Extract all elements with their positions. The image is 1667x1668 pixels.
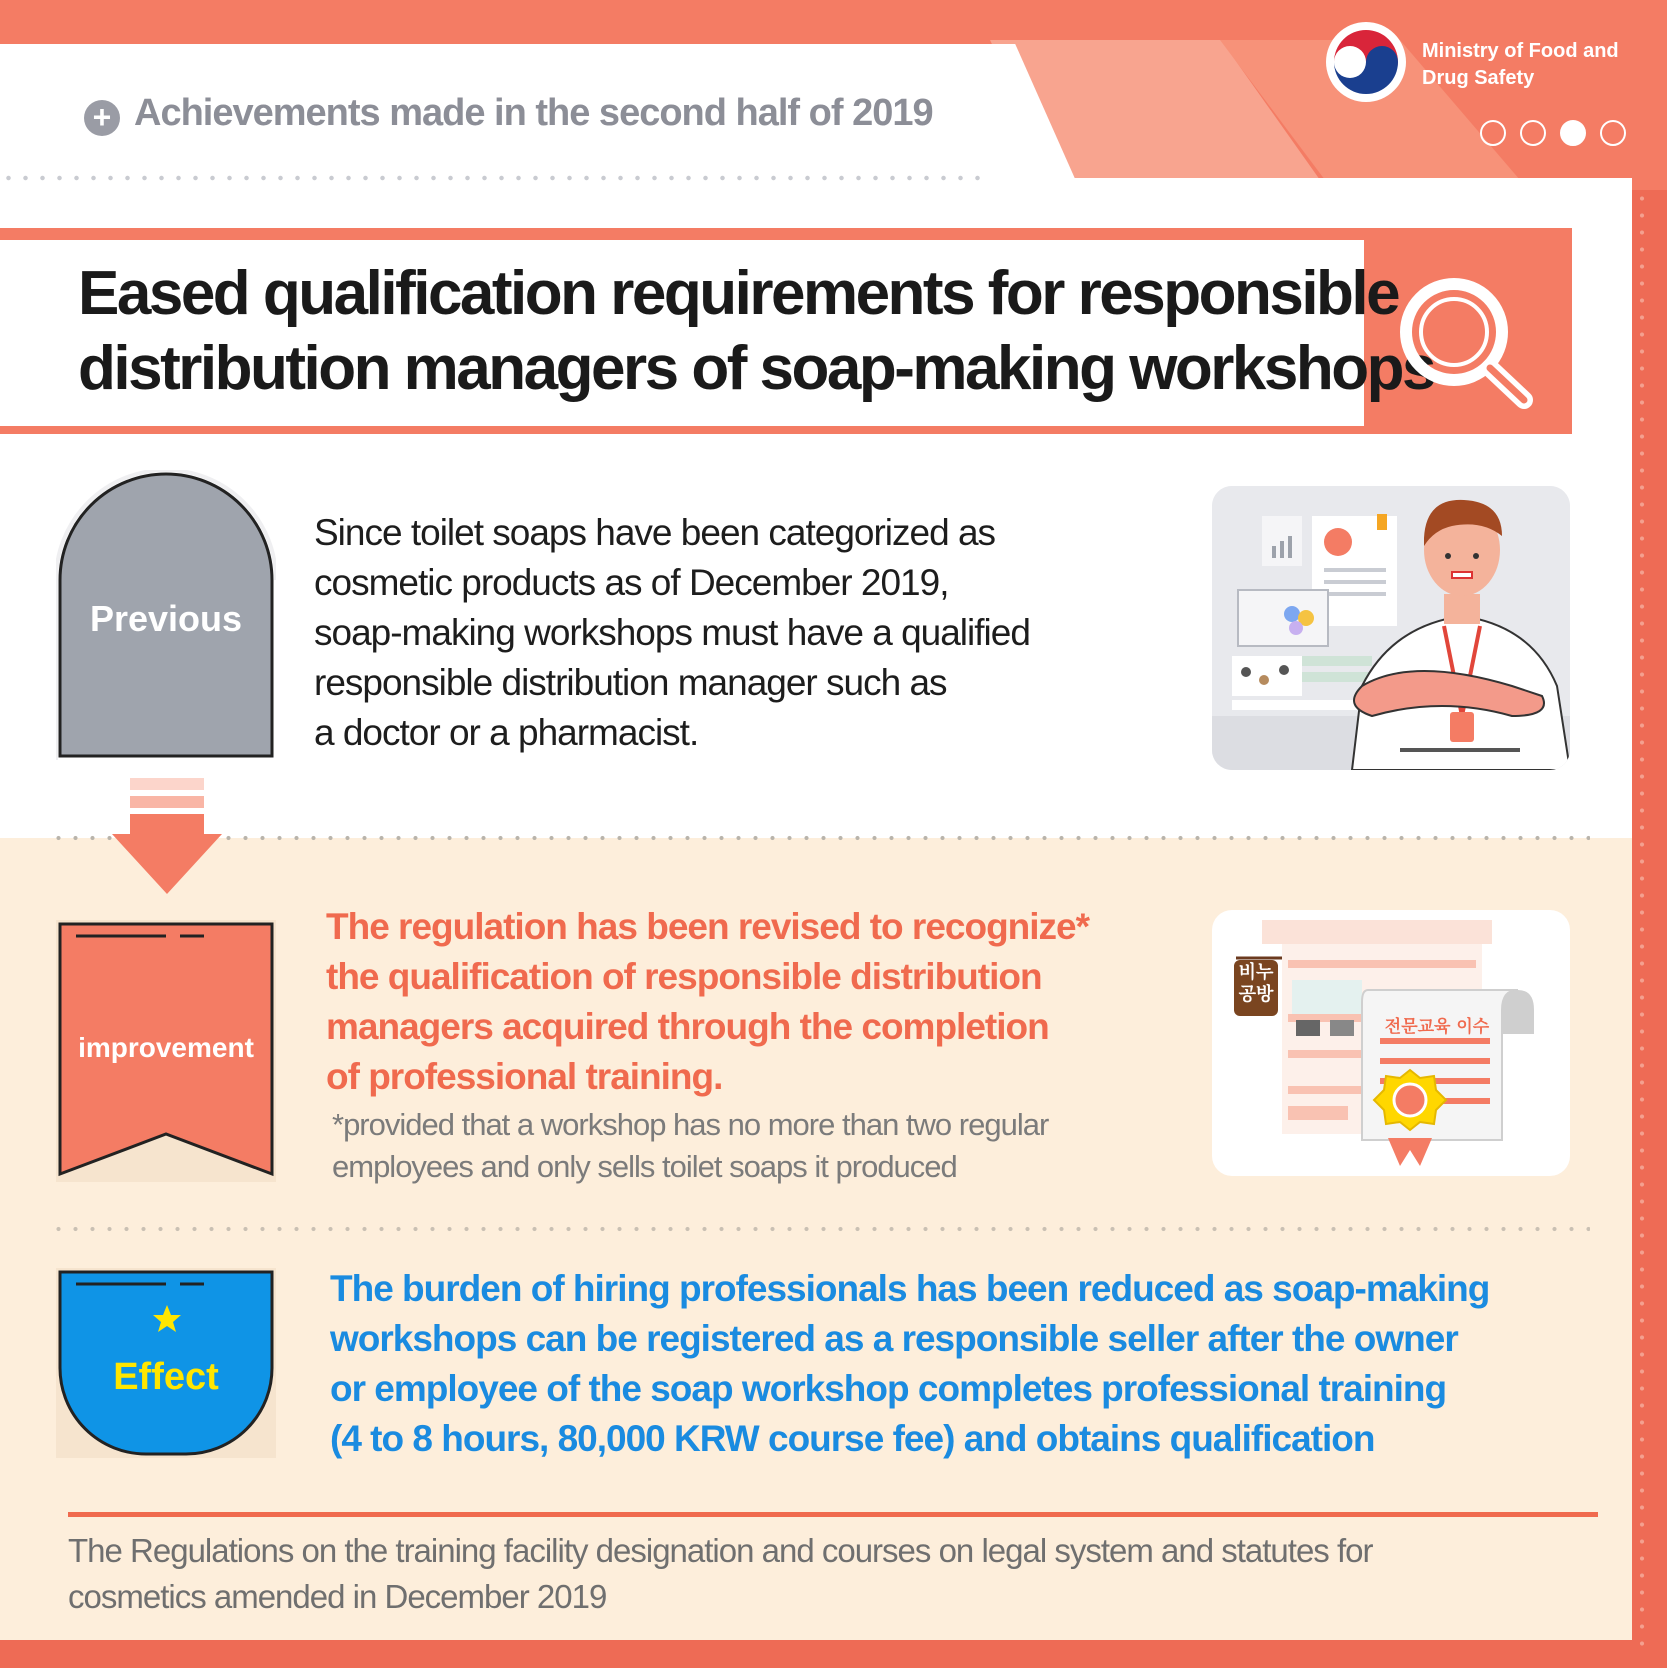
text-line: employees and only sells toilet soaps it produced [332,1149,957,1184]
dotted-divider [50,1225,1590,1233]
page-dot[interactable] [1600,120,1626,146]
text-line: The regulation has been revised to recognize* [326,906,1090,947]
text-line: workshops can be registered as a responsible seller after the owner [330,1318,1458,1359]
text-line: (4 to 8 hours, 80,000 KRW course fee) and obtains qualification [330,1418,1375,1459]
manager-illustration [1212,486,1570,770]
page-dot[interactable] [1520,120,1546,146]
improvement-label: improvement [78,1032,254,1063]
text-line: responsible distribution manager such as [314,662,947,703]
plus-icon: + [84,100,120,136]
certificate-title: 전문교육 이수 [1384,1017,1490,1037]
page-title-line: distribution managers of soap-making workshops [78,334,1434,403]
text-line: cosmetic products as of December 2019, [314,562,949,603]
dotted-divider [0,174,990,182]
ministry-name [1422,38,1642,92]
shop-sign-line: 비누 [1238,962,1274,983]
text-line: cosmetics amended in December 2019 [68,1578,607,1615]
dotted-divider [50,834,1590,842]
text-line: or employee of the soap workshop completes professional training [330,1368,1447,1409]
section-title: Achievements made in the second half of 2019 [134,92,933,134]
previous-label: Previous [89,598,243,639]
text-line: The burden of hiring professionals has been reduced as soap-making [330,1268,1490,1309]
shop-sign-line: 공방 [1238,984,1274,1005]
page-title-line: Eased qualification requirements for responsible [78,259,1399,328]
text-line: of professional training. [326,1056,723,1097]
previous-description [314,508,1134,758]
certificate-illustration [1212,910,1570,1176]
page-dot-active[interactable] [1560,120,1586,146]
text-line: managers acquired through the completion [326,1006,1049,1047]
star-icon [152,1304,182,1334]
text-line: The Regulations on the training facility designation and courses on legal system and statutes for [68,1532,1373,1569]
shop-sign [1234,962,1278,1006]
ministry-name-line: Drug Safety [1422,67,1535,89]
page-indicator [1480,120,1626,146]
footer-note [68,1528,1598,1620]
footer-divider [68,1512,1598,1517]
improvement-footnote [332,1104,1192,1188]
arrow-down-icon [112,778,222,894]
dotted-border [1638,190,1646,1650]
effect-label: Effect [113,1356,219,1398]
text-line: Since toilet soaps have been categorized as [314,512,996,553]
page-dot[interactable] [1480,120,1506,146]
effect-description [330,1264,1620,1464]
ministry-name-line: Ministry of Food and [1422,40,1619,62]
text-line: soap-making workshops must have a qualified [314,612,1030,653]
improvement-description [326,902,1186,1102]
ministry-logo [1326,22,1406,102]
magnifier-icon [1392,272,1542,412]
text-line: the qualification of responsible distribution [326,956,1042,997]
text-line: *provided that a workshop has no more than two regular [332,1107,1049,1142]
text-line: a doctor or a pharmacist. [314,712,699,753]
